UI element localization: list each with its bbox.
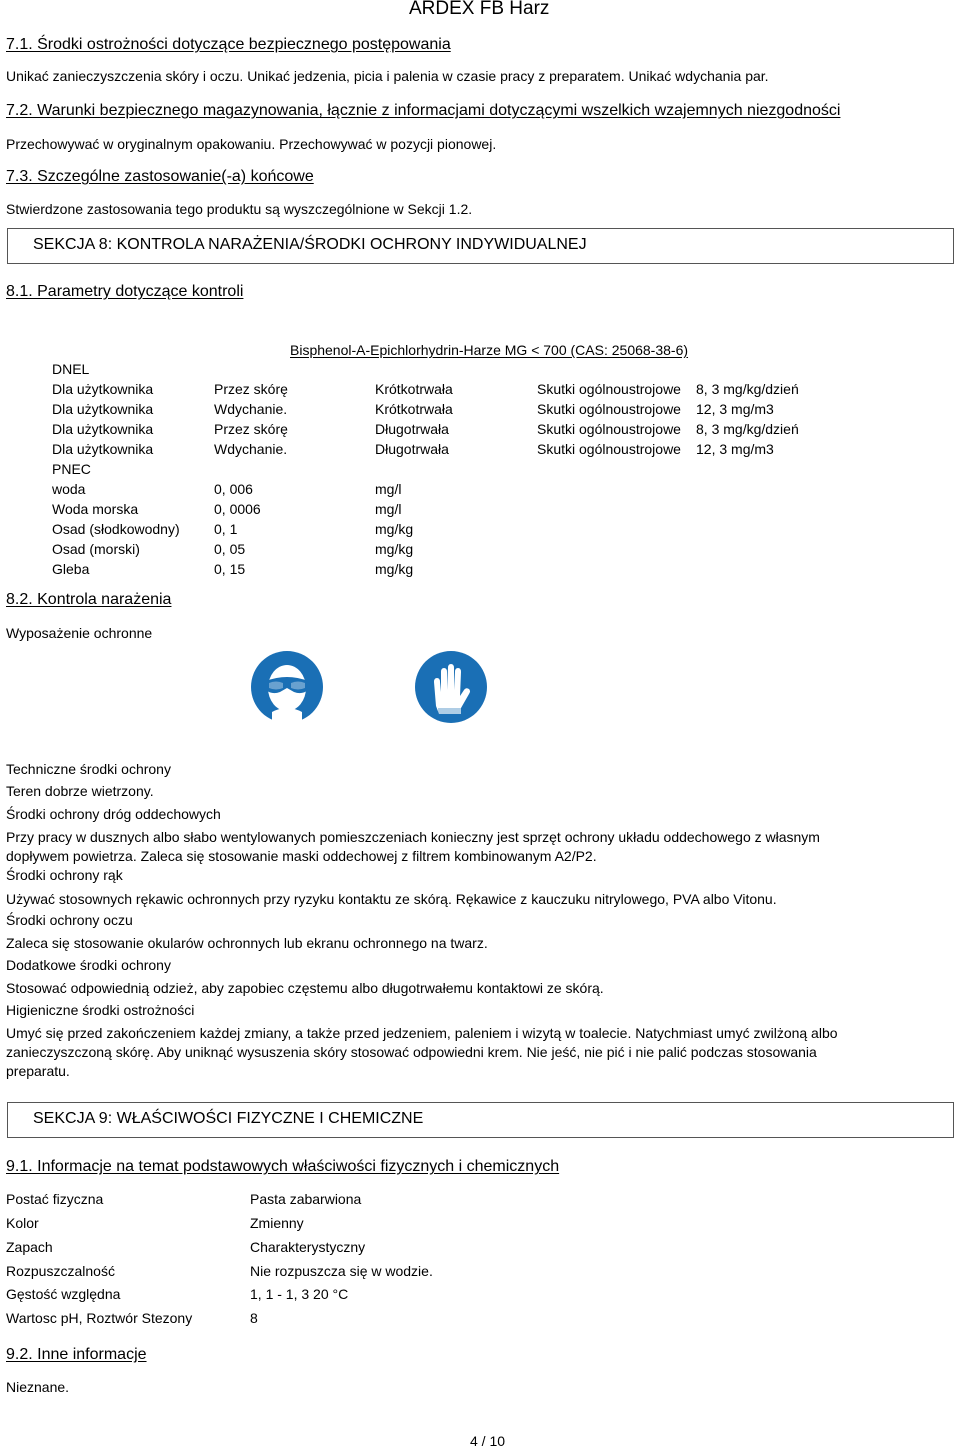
- property-value: Pasta zabarwiona: [250, 1191, 362, 1207]
- additional-protection-text: Stosować odpowiednią odzież, aby zapobiec częstemu albo długotrwałemu kontaktowi ze skórą.: [6, 980, 604, 996]
- pnec-cell: 0, 006: [214, 481, 253, 497]
- dnel-cell: Dla użytkownika: [52, 441, 154, 457]
- dnel-cell: Skutki ogólnoustrojowe: [537, 441, 681, 457]
- pnec-cell: mg/kg: [375, 521, 414, 537]
- section-7-2-text: Przechowywać w oryginalnym opakowaniu. Przechowywać w pozycji pionowej.: [6, 136, 497, 152]
- protective-gloves-icon: [414, 650, 488, 724]
- protective-equipment-label: Wyposażenie ochronne: [6, 625, 153, 641]
- pnec-cell: 0, 05: [214, 541, 246, 557]
- hygiene-text-1: Umyć się przed zakończeniem każdej zmiany, a także przed jedzeniem, paleniem i wizytą w toalecie. Natychmiast umyć zwilżoną albo: [6, 1025, 838, 1041]
- section-9-2-text: Nieznane.: [6, 1379, 70, 1395]
- dnel-label: DNEL: [52, 361, 90, 377]
- dnel-cell: Skutki ogólnoustrojowe: [537, 421, 681, 437]
- property-name: Postać fizyczna: [6, 1191, 104, 1207]
- hand-protection-text: Używać stosownych rękawic ochronnych przy ryzyku kontaktu ze skórą. Rękawice z kauczuku nitrylowego, PVA albo Vitonu.: [6, 891, 777, 907]
- hand-protection-label: Środki ochrony rąk: [6, 867, 123, 883]
- hygiene-text-2: zanieczyszczoną skórę. Aby uniknąć wysuszenia skóry stosować odpowiedni krem. Nie jeść, nie pić i nie palić podczas stosowania: [6, 1044, 817, 1060]
- technical-measures-label: Techniczne środki ochrony: [6, 761, 171, 777]
- pnec-label: PNEC: [52, 461, 91, 477]
- section-8-2-heading: 8.2. Kontrola narażenia: [6, 591, 172, 608]
- page-number: 4 / 10: [470, 1433, 506, 1449]
- pnec-cell: 0, 0006: [214, 501, 261, 517]
- section-9-1-heading: 9.1. Informacje na temat podstawowych właściwości fizycznych i chemicznych: [6, 1158, 560, 1175]
- dnel-cell: 8, 3 mg/kg/dzień: [696, 421, 799, 437]
- dnel-cell: Długotrwała: [375, 421, 449, 437]
- property-name: Kolor: [6, 1215, 39, 1231]
- section-7-2-heading: 7.2. Warunki bezpiecznego magazynowania, łącznie z informacjami dotyczącymi wszelkich wzajemnych niezgodności: [6, 102, 841, 119]
- dnel-cell: Krótkotrwała: [375, 401, 453, 417]
- dnel-cell: Długotrwała: [375, 441, 449, 457]
- pnec-cell: woda: [52, 481, 86, 497]
- dnel-cell: Skutki ogólnoustrojowe: [537, 381, 681, 397]
- dnel-cell: Wdychanie.: [214, 441, 288, 457]
- dnel-cell: Przez skórę: [214, 381, 288, 397]
- section-7-3-heading: 7.3. Szczególne zastosowanie(-a) końcowe: [6, 168, 314, 185]
- dnel-cell: Dla użytkownika: [52, 421, 154, 437]
- section-8-title: SEKCJA 8: KONTROLA NARAŻENIA/ŚRODKI OCHRONY INDYWIDUALNEJ: [33, 236, 587, 253]
- safety-goggles-icon: [250, 650, 324, 724]
- section-8-1-heading: 8.1. Parametry dotyczące kontroli: [6, 283, 244, 300]
- dnel-cell: Przez skórę: [214, 421, 288, 437]
- pnec-cell: mg/kg: [375, 541, 414, 557]
- substance-name: Bisphenol-A-Epichlorhydrin-Harze MG < 700 (CAS: 25068-38-6): [290, 342, 689, 358]
- property-name: Gęstość względna: [6, 1286, 121, 1302]
- dnel-cell: 12, 3 mg/m3: [696, 441, 774, 457]
- technical-measures-text: Teren dobrze wietrzony.: [6, 783, 154, 799]
- eye-protection-text: Zaleca się stosowanie okularów ochronnych lub ekranu ochronnego na twarz.: [6, 935, 488, 951]
- property-value: 8: [250, 1310, 258, 1326]
- dnel-cell: Dla użytkownika: [52, 401, 154, 417]
- pnec-cell: mg/l: [375, 501, 402, 517]
- pnec-cell: mg/kg: [375, 561, 414, 577]
- pnec-cell: 0, 1: [214, 521, 238, 537]
- dnel-cell: Wdychanie.: [214, 401, 288, 417]
- pnec-cell: 0, 15: [214, 561, 246, 577]
- section-8-header: [7, 228, 954, 264]
- hygiene-label: Higieniczne środki ostrożności: [6, 1002, 195, 1018]
- pnec-cell: Osad (słodkowodny): [52, 521, 180, 537]
- section-7-1-heading: 7.1. Środki ostrożności dotyczące bezpiecznego postępowania: [6, 36, 451, 53]
- dnel-cell: Krótkotrwała: [375, 381, 453, 397]
- section-7-1-text: Unikać zanieczyszczenia skóry i oczu. Unikać jedzenia, picia i palenia w czasie pracy z preparatem. Unikać wdychania par.: [6, 68, 769, 84]
- section-9-2-heading: 9.2. Inne informacje: [6, 1346, 147, 1363]
- property-name: Rozpuszczalność: [6, 1263, 115, 1279]
- property-value: 1, 1 - 1, 3 20 °C: [250, 1286, 349, 1302]
- pnec-cell: Woda morska: [52, 501, 139, 517]
- respiratory-text-2: dopływem powietrza. Zaleca się stosowanie maski oddechowej z filtrem kombinowanym A2/P2.: [6, 848, 597, 864]
- pnec-cell: mg/l: [375, 481, 402, 497]
- pnec-cell: Osad (morski): [52, 541, 140, 557]
- document-title: ARDEX FB Harz: [409, 0, 550, 19]
- hygiene-text-3: preparatu.: [6, 1063, 70, 1079]
- dnel-cell: Skutki ogólnoustrojowe: [537, 401, 681, 417]
- property-value: Zmienny: [250, 1215, 304, 1231]
- eye-protection-label: Środki ochrony oczu: [6, 912, 133, 928]
- property-name: Zapach: [6, 1239, 53, 1255]
- section-7-3-text: Stwierdzone zastosowania tego produktu są wyszczególnione w Sekcji 1.2.: [6, 201, 473, 217]
- dnel-cell: 8, 3 mg/kg/dzień: [696, 381, 799, 397]
- property-name: Wartosc pH, Roztwór Stezony: [6, 1310, 193, 1326]
- additional-protection-label: Dodatkowe środki ochrony: [6, 957, 171, 973]
- property-value: Charakterystyczny: [250, 1239, 366, 1255]
- respiratory-label: Środki ochrony dróg oddechowych: [6, 806, 221, 822]
- section-9-title: SEKCJA 9: WŁAŚCIWOŚCI FIZYCZNE I CHEMICZNE: [33, 1110, 424, 1127]
- section-9-header: [7, 1102, 954, 1138]
- property-value: Nie rozpuszcza się w wodzie.: [250, 1263, 433, 1279]
- dnel-cell: 12, 3 mg/m3: [696, 401, 774, 417]
- respiratory-text-1: Przy pracy w dusznych albo słabo wentylowanych pomieszczeniach konieczny jest sprzęt ochrony układu oddechowego z własnym: [6, 829, 820, 845]
- dnel-cell: Dla użytkownika: [52, 381, 154, 397]
- pnec-cell: Gleba: [52, 561, 90, 577]
